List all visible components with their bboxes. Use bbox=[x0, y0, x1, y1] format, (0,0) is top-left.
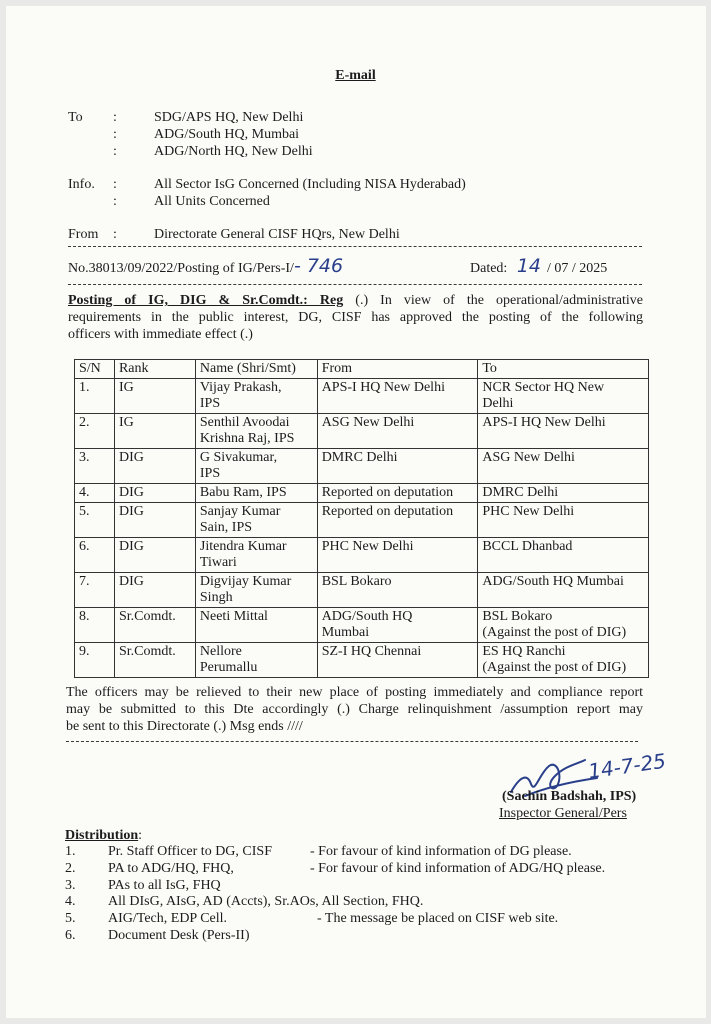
from-value: Directorate General CISF HQrs, New Delhi bbox=[154, 227, 400, 242]
cell-to bbox=[478, 414, 649, 449]
cell-to bbox=[478, 484, 649, 503]
posting-table bbox=[74, 359, 649, 678]
cell-to bbox=[478, 573, 649, 608]
cell-sn: 7. bbox=[75, 573, 115, 608]
closing-line-2: may be submitted to this Dte accordingly (.) Charge relinquishment /assumption report may bbox=[66, 702, 643, 717]
cell-sn: 1. bbox=[75, 379, 115, 414]
cell-name bbox=[195, 643, 317, 678]
closing-line-1: The officers may be relieved to their new place of posting immediately and compliance report bbox=[66, 685, 643, 700]
table-row bbox=[75, 449, 649, 484]
header-rank: Rank bbox=[114, 360, 195, 379]
table-row bbox=[75, 484, 649, 503]
cell-sn: 2. bbox=[75, 414, 115, 449]
item-text: All DIsG, AIsG, AD (Accts), Sr.AOs, All Section, FHQ. bbox=[108, 894, 424, 909]
document-title: E-mail bbox=[335, 68, 376, 83]
name-line: IPS bbox=[199, 466, 221, 481]
item-number: 6. bbox=[65, 928, 76, 943]
to-line: NCR Sector HQ New bbox=[482, 380, 605, 395]
cell-rank: DIG bbox=[114, 484, 195, 503]
header-to: To bbox=[478, 360, 649, 379]
name-line: Sain, IPS bbox=[199, 520, 253, 535]
item-number: 2. bbox=[65, 861, 76, 876]
subject-line-2: requirements in the public interest, DG, CISF has approved the posting of the following bbox=[68, 310, 643, 325]
from-line: SZ-I HQ Chennai bbox=[321, 644, 422, 659]
to-colon: : bbox=[113, 127, 117, 142]
item-text: PA to ADG/HQ, FHQ, bbox=[108, 861, 234, 876]
cell-from bbox=[317, 573, 478, 608]
header-name: Name (Shri/Smt) bbox=[195, 360, 317, 379]
cell-name bbox=[195, 503, 317, 538]
item-text: Document Desk (Pers-II) bbox=[108, 928, 250, 943]
to-line: DMRC Delhi bbox=[482, 485, 559, 500]
subject-line-1 bbox=[68, 292, 643, 309]
table-row bbox=[75, 573, 649, 608]
separator-line bbox=[68, 246, 642, 247]
item-text: AIG/Tech, EDP Cell. bbox=[108, 911, 228, 926]
to-line: Delhi bbox=[482, 396, 514, 411]
from-label: From bbox=[68, 227, 99, 242]
from-line: ADG/South HQ bbox=[321, 609, 413, 624]
item-note: - For favour of kind information of ADG/HQ please. bbox=[310, 861, 606, 876]
from-line: APS-I HQ New Delhi bbox=[321, 380, 445, 395]
cell-sn: 8. bbox=[75, 608, 115, 643]
distribution-heading-row bbox=[65, 827, 142, 844]
signature-date-handwritten: 14-7-25 bbox=[586, 748, 668, 784]
item-note: - The message be placed on CISF web site. bbox=[317, 911, 559, 926]
header-sn: S/N bbox=[75, 360, 115, 379]
info-colon: : bbox=[113, 194, 117, 209]
to-line: (Against the post of DIG) bbox=[482, 660, 627, 675]
dated-label: Dated: bbox=[470, 261, 508, 276]
cell-sn: 3. bbox=[75, 449, 115, 484]
to-label: To bbox=[68, 110, 83, 125]
date-month-year: / 07 / 2025 bbox=[547, 261, 608, 276]
table-row bbox=[75, 538, 649, 573]
from-line: Reported on deputation bbox=[321, 504, 454, 519]
item-number: 3. bbox=[65, 878, 76, 893]
from-line: ASG New Delhi bbox=[321, 415, 415, 430]
separator-line bbox=[66, 741, 638, 742]
reference-number-handwritten: - 746 bbox=[293, 255, 344, 277]
name-line: Tiwari bbox=[199, 555, 237, 570]
to-colon: : bbox=[113, 110, 117, 125]
to-line: (Against the post of DIG) bbox=[482, 625, 627, 640]
separator-line bbox=[68, 284, 642, 285]
to-colon: : bbox=[113, 144, 117, 159]
from-line: Mumbai bbox=[321, 625, 370, 640]
subject-line-3: officers with immediate effect (.) bbox=[68, 327, 253, 342]
name-line: Senthil Avoodai bbox=[199, 415, 290, 430]
name-line: Digvijay Kumar bbox=[199, 574, 292, 589]
cell-name bbox=[195, 573, 317, 608]
reference-date bbox=[470, 255, 608, 277]
cell-sn: 5. bbox=[75, 503, 115, 538]
to-line: ADG/South HQ Mumbai bbox=[482, 574, 624, 589]
signatory-name: (Sachin Badshah, IPS) bbox=[502, 789, 637, 804]
to-line: BSL Bokaro bbox=[482, 609, 553, 624]
cell-from bbox=[317, 414, 478, 449]
subject-heading: Posting of IG, DIG & Sr.Comdt.: Reg bbox=[68, 293, 344, 308]
to-recipient: ADG/North HQ, New Delhi bbox=[154, 144, 313, 159]
cell-rank: IG bbox=[114, 379, 195, 414]
cell-from bbox=[317, 449, 478, 484]
cell-from bbox=[317, 643, 478, 678]
from-colon: : bbox=[113, 227, 117, 242]
cell-from bbox=[317, 379, 478, 414]
table-row bbox=[75, 608, 649, 643]
distribution-heading: Distribution bbox=[65, 828, 139, 843]
subject-body: (.) In view of the operational/administrative bbox=[355, 293, 644, 308]
cell-to bbox=[478, 538, 649, 573]
name-line: Krishna Raj, IPS bbox=[199, 431, 295, 446]
cell-sn: 4. bbox=[75, 484, 115, 503]
name-line: Neeti Mittal bbox=[199, 609, 268, 624]
cell-sn: 9. bbox=[75, 643, 115, 678]
cell-to bbox=[478, 643, 649, 678]
reference-number-prefix: No.38013/09/2022/Posting of IG/Pers-I/ bbox=[68, 261, 294, 276]
to-recipient: SDG/APS HQ, New Delhi bbox=[154, 110, 304, 125]
info-label: Info. bbox=[68, 177, 95, 192]
cell-name bbox=[195, 379, 317, 414]
table-row bbox=[75, 379, 649, 414]
item-text: PAs to all IsG, FHQ bbox=[108, 878, 221, 893]
reference-number bbox=[68, 255, 344, 277]
distribution-colon: : bbox=[138, 828, 143, 843]
item-text: Pr. Staff Officer to DG, CISF bbox=[108, 844, 272, 859]
name-line: IPS bbox=[199, 396, 221, 411]
closing-line-3: be sent to this Directorate (.) Msg ends //// bbox=[66, 719, 303, 734]
cell-from bbox=[317, 503, 478, 538]
name-line: Jitendra Kumar bbox=[199, 539, 287, 554]
name-line: Babu Ram, IPS bbox=[199, 485, 287, 500]
cell-rank: DIG bbox=[114, 538, 195, 573]
item-number: 1. bbox=[65, 844, 76, 859]
name-line: Perumallu bbox=[199, 660, 258, 675]
to-recipient: ADG/South HQ, Mumbai bbox=[154, 127, 300, 142]
cell-name bbox=[195, 538, 317, 573]
cell-from bbox=[317, 608, 478, 643]
from-line: BSL Bokaro bbox=[321, 574, 392, 589]
table-row bbox=[75, 414, 649, 449]
cell-to bbox=[478, 608, 649, 643]
cell-rank: DIG bbox=[114, 449, 195, 484]
cell-name bbox=[195, 608, 317, 643]
from-line: Reported on deputation bbox=[321, 485, 454, 500]
cell-from bbox=[317, 484, 478, 503]
item-note: - For favour of kind information of DG please. bbox=[310, 844, 572, 859]
cell-rank: DIG bbox=[114, 573, 195, 608]
from-line: DMRC Delhi bbox=[321, 450, 398, 465]
date-day-handwritten: 14 bbox=[516, 255, 542, 277]
cell-rank: DIG bbox=[114, 503, 195, 538]
cell-to bbox=[478, 379, 649, 414]
to-line: ASG New Delhi bbox=[482, 450, 575, 465]
table-row bbox=[75, 503, 649, 538]
item-number: 4. bbox=[65, 894, 76, 909]
name-line: Sanjay Kumar bbox=[199, 504, 281, 519]
table-header-row bbox=[75, 360, 649, 379]
to-line: APS-I HQ New Delhi bbox=[482, 415, 606, 430]
cell-to bbox=[478, 503, 649, 538]
cell-from bbox=[317, 538, 478, 573]
name-line: G Sivakumar, bbox=[199, 450, 278, 465]
cell-rank: Sr.Comdt. bbox=[114, 608, 195, 643]
info-recipient: All Sector IsG Concerned (Including NISA Hyderabad) bbox=[154, 177, 466, 192]
name-line: Nellore bbox=[199, 644, 242, 659]
table-row bbox=[75, 643, 649, 678]
cell-rank: IG bbox=[114, 414, 195, 449]
name-line: Vijay Prakash, bbox=[199, 380, 282, 395]
cell-name bbox=[195, 414, 317, 449]
info-recipient: All Units Concerned bbox=[154, 194, 270, 209]
cell-name bbox=[195, 484, 317, 503]
cell-name bbox=[195, 449, 317, 484]
header-from: From bbox=[317, 360, 478, 379]
cell-to bbox=[478, 449, 649, 484]
item-number: 5. bbox=[65, 911, 76, 926]
info-colon: : bbox=[113, 177, 117, 192]
cell-sn: 6. bbox=[75, 538, 115, 573]
to-line: PHC New Delhi bbox=[482, 504, 575, 519]
from-line: PHC New Delhi bbox=[321, 539, 414, 554]
name-line: Singh bbox=[199, 590, 233, 605]
to-line: BCCL Dhanbad bbox=[482, 539, 573, 554]
signatory-designation: Inspector General/Pers bbox=[499, 806, 627, 821]
to-line: ES HQ Ranchi bbox=[482, 644, 566, 659]
cell-rank: Sr.Comdt. bbox=[114, 643, 195, 678]
